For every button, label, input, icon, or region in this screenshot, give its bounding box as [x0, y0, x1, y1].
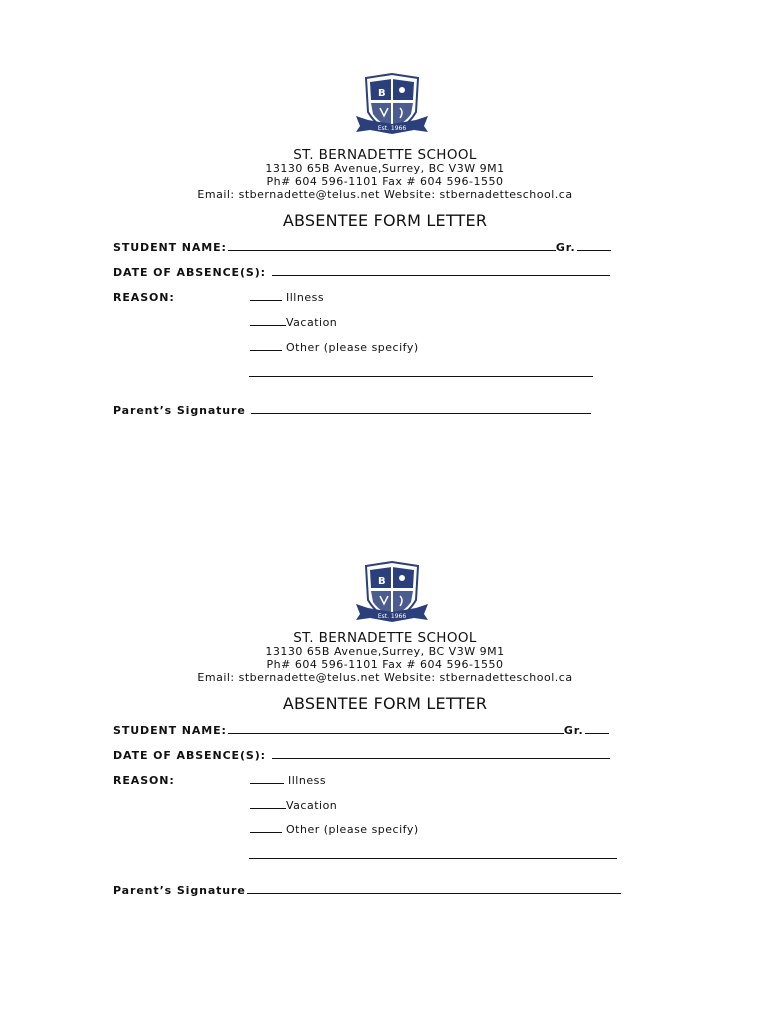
reason-option-illness: [249, 291, 324, 304]
parent-signature-field[interactable]: [247, 884, 621, 894]
parent-signature-row: [113, 884, 621, 897]
grade-field[interactable]: [585, 724, 609, 734]
grade-label: Gr.: [563, 724, 584, 737]
grade-field[interactable]: [577, 241, 611, 251]
student-name-label: STUDENT NAME:: [113, 241, 227, 254]
reason-option-other: [249, 341, 419, 354]
date-of-absence-label: DATE OF ABSENCE(S):: [113, 266, 266, 279]
svg-text:Est. 1966: Est. 1966: [377, 125, 407, 132]
other-specify-line[interactable]: [249, 376, 593, 377]
svg-text:B: B: [378, 576, 386, 587]
other-label: Other (please specify): [286, 823, 419, 836]
parent-signature-label: Parent’s Signature: [113, 404, 246, 417]
date-of-absence-field[interactable]: [272, 749, 610, 759]
other-checkbox-blank[interactable]: [250, 823, 282, 833]
illness-checkbox-blank[interactable]: [250, 774, 284, 784]
parent-signature-field[interactable]: [251, 404, 591, 414]
svg-text:Est. 1966: Est. 1966: [377, 613, 407, 620]
date-of-absence-row: [113, 749, 610, 762]
school-address: 13130 65B Avenue,Surrey, BC V3W 9M1: [265, 645, 505, 658]
school-phone-fax: Ph# 604 596-1101 Fax # 604 596-1550: [266, 658, 504, 671]
school-phone-fax: Ph# 604 596-1101 Fax # 604 596-1550: [266, 175, 504, 188]
school-crest-logo: [352, 72, 432, 138]
form-title: ABSENTEE FORM LETTER: [282, 694, 488, 713]
parent-signature-label: Parent’s Signature: [113, 884, 246, 897]
absentee-form-1: [0, 0, 770, 500]
reason-option-other: [249, 823, 419, 836]
svg-text:B: B: [378, 88, 386, 99]
parent-signature-row: [113, 404, 591, 417]
date-of-absence-row: [113, 266, 610, 279]
other-specify-line[interactable]: [249, 858, 617, 859]
other-checkbox-blank[interactable]: [250, 341, 282, 351]
vacation-checkbox-blank[interactable]: [250, 316, 286, 326]
student-name-label: STUDENT NAME:: [113, 724, 227, 737]
reason-label: REASON:: [113, 774, 175, 787]
school-address: 13130 65B Avenue,Surrey, BC V3W 9M1: [265, 162, 505, 175]
school-name: ST. BERNADETTE SCHOOL: [293, 147, 477, 163]
reason-option-illness: [249, 774, 326, 787]
school-email-website: Email: stbernadette@telus.net Website: stbernadetteschool.ca: [197, 671, 573, 684]
vacation-checkbox-blank[interactable]: [250, 799, 286, 809]
form-title: ABSENTEE FORM LETTER: [282, 211, 488, 230]
other-label: Other (please specify): [286, 341, 419, 354]
vacation-label: Vacation: [286, 799, 338, 812]
illness-checkbox-blank[interactable]: [250, 291, 282, 301]
date-of-absence-label: DATE OF ABSENCE(S):: [113, 749, 266, 762]
school-name: ST. BERNADETTE SCHOOL: [293, 630, 477, 646]
grade-label: Gr.: [555, 241, 576, 254]
student-name-field[interactable]: [228, 724, 564, 734]
illness-label: Illness: [286, 291, 325, 304]
student-name-field[interactable]: [228, 241, 556, 251]
reason-option-vacation: [249, 316, 337, 329]
date-of-absence-field[interactable]: [272, 266, 610, 276]
reason-option-vacation: [249, 799, 337, 812]
school-crest-logo: [352, 560, 432, 626]
student-name-row: [113, 241, 611, 254]
school-email-website: Email: stbernadette@telus.net Website: stbernadetteschool.ca: [197, 188, 573, 201]
absentee-form-2: [0, 484, 770, 984]
vacation-label: Vacation: [286, 316, 338, 329]
reason-label: REASON:: [113, 291, 175, 304]
student-name-row: [113, 724, 609, 737]
illness-label: Illness: [288, 774, 327, 787]
